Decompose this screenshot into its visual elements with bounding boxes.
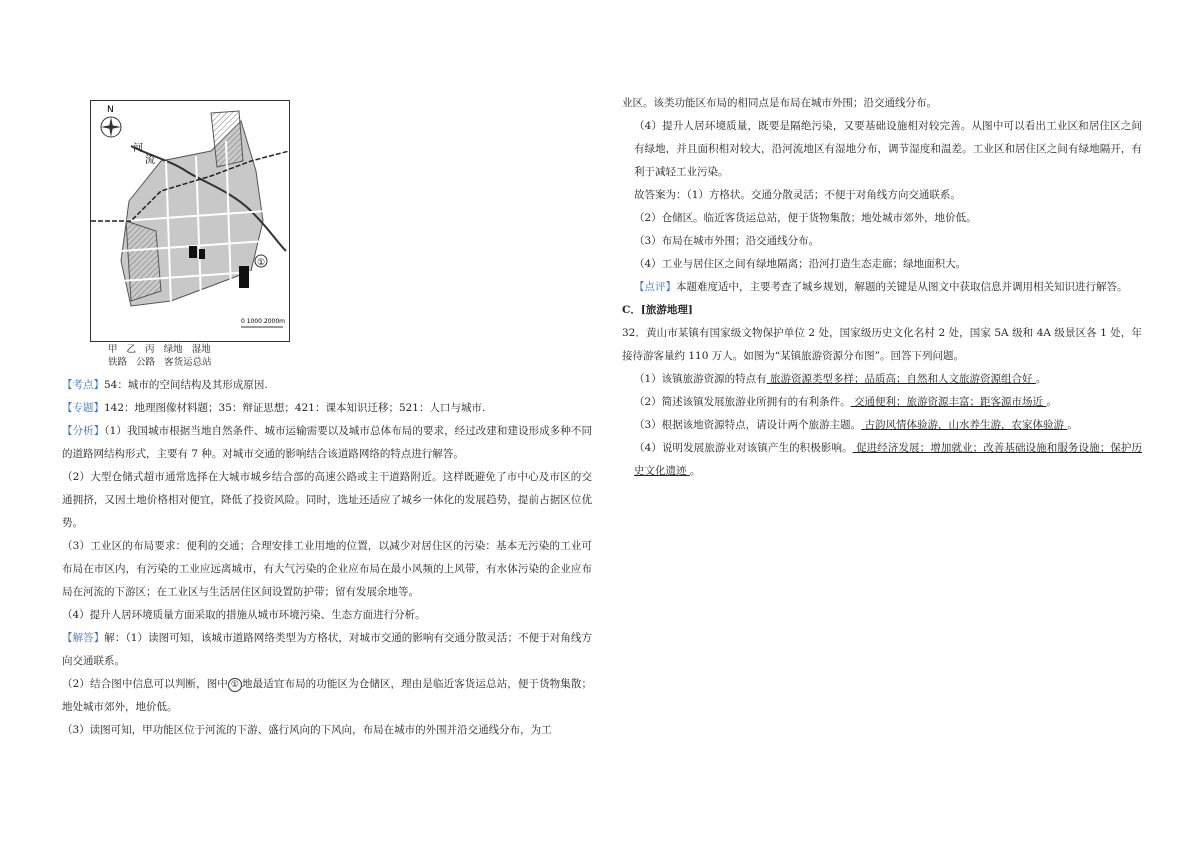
legend-item-station: 客货运总站 <box>164 357 212 368</box>
legend-item-road: 公路 <box>136 357 156 368</box>
section-c-heading: C．[旅游地理] <box>622 304 693 316</box>
kaodian-text: 54：城市的空间结构及其形成原因. <box>104 379 268 391</box>
transport-station-block <box>239 266 249 288</box>
north-label: N <box>107 105 114 115</box>
zone-bing-block <box>189 246 197 258</box>
legend-item-jia: 甲 <box>108 344 118 355</box>
kaodian-tag: 【考点】 <box>62 379 104 391</box>
dianping-line <box>622 276 1142 299</box>
sub-question-1 <box>622 368 1142 391</box>
kaodian-line <box>62 374 592 397</box>
jieda-1-text: 解：（1）读图可知，该城市道路网络类型为方格状，对城市交通的影响有交通分散灵活；不便于对角线方向交通联系。 <box>62 632 593 667</box>
answer-summary-3: （3）布局在城市外围；沿交通线分布。 <box>634 235 820 247</box>
answer-summary-1: 故答案为：（1）方格状。交通分散灵活；不便于对角线方向交通联系。 <box>634 189 961 201</box>
sub-question-4-prompt: （4）说明发展旅游业对该镇产生的积极影响。 <box>634 442 853 454</box>
fenxi-2: （2）大型仓储式超市通常选择在大城市城乡结合部的高速公路或主干道路附近。这样既避免了市中心及市区的交通拥挤，又因土地价格相对便宜，降低了投资风险。同时，选址还适应了城乡一体化的发展趋势，提前占据区位优势。 <box>62 471 592 529</box>
city-map-drawing <box>91 101 289 341</box>
sub-question-1-prompt: （1）该镇旅游资源的特点有 <box>634 373 767 385</box>
right-line-2: （4）提升人居环境质量，既要是隔绝污染，又要基础设施相对较完善。从图中可以看出工业区和居住区之间有绿地，并且面积相对较大，沿河流地区有湿地分布，调节湿度和温差。工业区和居住区之间有绿地隔开，有利于减轻工业污染。 <box>634 120 1142 178</box>
legend-row-2 <box>108 356 218 369</box>
river-label-2: 流 <box>145 155 155 166</box>
zone-bing-block-2 <box>199 249 205 259</box>
north-arrow-icon <box>101 117 121 137</box>
jieda-1 <box>62 627 592 673</box>
dianping-tag: 【点评】 <box>634 281 676 293</box>
river-label-1: 河 <box>133 143 143 154</box>
jieda-2b-text: 地最适宜布局的功能区为仓储区，理由是临近客货运总站，便于货物集散；地处城市郊外，地价低。 <box>62 678 592 713</box>
fenxi-4: （4）提升人居环境质量方面采取的措施从城市环境污染、生态方面进行分析。 <box>62 609 426 621</box>
right-column <box>622 92 1142 483</box>
sub-question-3-prompt: （3）根据该地资源特点，请设计两个旅游主题。 <box>634 419 862 431</box>
sub-question-4-answer: 促进经济发展；增加就业；改善基础设施和服务设施；保护历史文化遗迹 <box>634 442 1142 477</box>
jieda-2a-text: （2）结合图中信息可以判断，图中 <box>62 678 228 690</box>
dianping-text: 本题难度适中，主要考查了城乡规划，解题的关键是从图文中获取信息并调用相关知识进行解答。 <box>676 281 1128 293</box>
question-32: 32．黄山市某镇有国家级文物保护单位 2 处，国家级历史文化名村 2 处，国家 5A 级和 4A 级景区各 1 处，年接待游客量约 110 万人。如图为“某镇旅游资源分布图”。回答下列问题。 <box>622 327 1142 362</box>
jieda-3: （3）读图可知，甲功能区位于河流的下游、盛行风向的下风向，布局在城市的外围并沿交通线分布，为工 <box>62 724 552 736</box>
answer-summary-2: （2）仓储区。临近客货运总站，便于货物集散；地处城市郊外，地价低。 <box>634 212 977 224</box>
fenxi-3: （3）工业区的布局要求：便利的交通；合理安排工业用地的位置，以减少对居住区的污染：基本无污染的工业可布局在市区内，有污染的工业应远离城市，有大气污染的企业应布局在最小风频的上风带，有水体污染的企业应布局在河流的下游区；在工业区与生活居住区间设置防护带；留有发展余地等。 <box>62 540 592 598</box>
right-line-1: 业区。该类功能区布局的相同点是布局在城市外围；沿交通线分布。 <box>622 97 937 109</box>
fenxi-1-text: （1）我国城市根据当地自然条件、城市运输需要以及城市总体布局的要求，经过改建和建设形成多种不同的道路网结构形式，主要有 7 种。对城市交通的影响结合该道路网络的特点进行解答。 <box>62 425 593 460</box>
legend-item-railway: 铁路 <box>108 357 128 368</box>
sub-question-1-end: 。 <box>1035 373 1047 385</box>
legend-item-greenland: 绿地 <box>163 344 183 355</box>
fenxi-tag: 【分析】 <box>62 425 105 437</box>
sub-question-2-prompt: （2）简述该镇发展旅游业所拥有的有利条件。 <box>634 396 851 408</box>
fenxi-1 <box>62 420 592 466</box>
zhuanti-tag: 【专题】 <box>62 402 104 414</box>
map-legend <box>108 343 218 369</box>
legend-item-bing: 丙 <box>145 344 155 355</box>
sub-question-3 <box>622 414 1142 437</box>
jieda-tag: 【解答】 <box>62 632 105 644</box>
sub-question-2-answer: 交通便利；旅游资源丰富；距客源市场近 <box>850 396 1047 408</box>
sub-question-3-end: 。 <box>1067 419 1078 431</box>
sub-question-4 <box>622 437 1142 483</box>
zhuanti-line <box>62 397 592 420</box>
scale-label: 0 1000 2000m <box>241 318 286 325</box>
sub-question-2-end: 。 <box>1046 396 1057 408</box>
sub-question-4-end: 。 <box>689 465 701 477</box>
marker-1-inline: ① <box>228 678 242 692</box>
sub-question-1-answer: 旅游资源类型多样；品质高；自然和人文旅游资源组合好 <box>766 373 1036 385</box>
sub-question-3-answer: 古韵风情体验游，山水养生游，农家体验游 <box>861 419 1068 431</box>
jieda-2 <box>62 673 592 719</box>
legend-item-wetland: 湿地 <box>191 344 211 355</box>
left-column <box>62 374 592 742</box>
marker-1-label: ① <box>257 258 266 268</box>
legend-item-yi: 乙 <box>126 344 137 355</box>
sub-question-2 <box>622 391 1142 414</box>
zhuanti-text: 142：地理图像材料题；35：辩证思想；421：课本知识迁移；521：人口与城市. <box>104 402 486 414</box>
industrial-area-southwest <box>126 221 161 301</box>
answer-summary-4: （4）工业与居住区之间有绿地隔离；沿河打造生态走廊；绿地面积大。 <box>634 258 967 270</box>
legend-row-1 <box>108 343 218 356</box>
city-map-figure <box>90 100 290 342</box>
